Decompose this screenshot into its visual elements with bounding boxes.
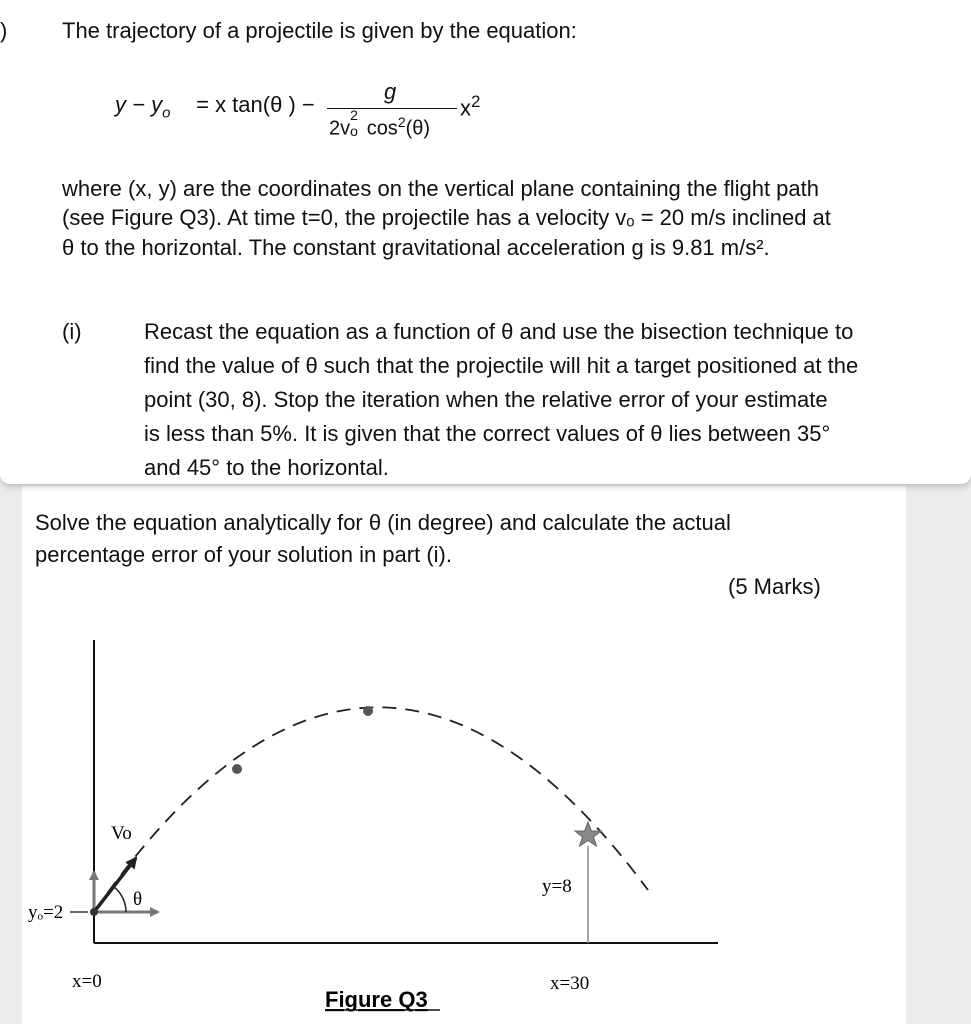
part-i-line: and 45° to the horizontal. xyxy=(144,455,389,480)
equation-denominator: 2v 2 o $\cos^2(\theta)$ xyxy=(329,106,431,140)
part-ii-line: percentage error of your solution in part (i). xyxy=(35,542,452,567)
question-intro: The trajectory of a projectile is given by the equation: xyxy=(62,18,577,43)
equation-x-squared: $x^2$ xyxy=(460,92,481,121)
velocity-vector-arrow xyxy=(94,858,136,912)
part-ii-line: Solve the equation analytically for θ (in degree) and calculate the actual xyxy=(35,510,731,535)
part-i-line: point (30, 8). Stop the iteration when the relative error of your estimate xyxy=(144,387,828,412)
part-i-line: is less than 5%. It is given that the correct values of θ lies between 35° xyxy=(144,421,831,446)
part-i-label: (i) xyxy=(62,319,82,344)
launch-point xyxy=(90,908,98,916)
equation-tan-term: = x tan(θ ) − xyxy=(190,92,315,117)
description-line: (see Figure Q3). At time t=0, the projectile has a velocity vₒ = 20 m/s inclined at xyxy=(62,205,831,230)
equation-lhs: $y - y_o$ xyxy=(115,92,171,122)
target-star-icon xyxy=(575,822,601,846)
equation-numerator: g xyxy=(384,79,397,104)
velocity-label: Vo xyxy=(111,823,132,844)
x0-label: x=0 xyxy=(72,971,102,992)
trajectory-point xyxy=(232,764,242,774)
figure-caption: Figure Q3 xyxy=(325,987,428,1012)
part-i-line: find the value of θ such that the projectile will hit a target positioned at the xyxy=(144,353,859,378)
part-i-line: Recast the equation as a function of θ and use the bisection technique to xyxy=(144,319,854,344)
description-line: θ to the horizontal. The constant gravitational acceleration g is 9.81 m/s². xyxy=(62,235,770,260)
angle-label: θ xyxy=(133,889,143,910)
apex-point xyxy=(363,706,373,716)
description-line: where (x, y) are the coordinates on the vertical plane containing the flight path xyxy=(62,176,820,201)
target-x-label: x=30 xyxy=(550,973,590,994)
question-marker: ) xyxy=(0,18,8,43)
marks-label: (5 Marks) xyxy=(728,574,821,599)
target-y-label: y=8 xyxy=(542,876,572,897)
y0-label: yₒ=2 xyxy=(28,902,64,923)
angle-arc xyxy=(114,887,126,912)
